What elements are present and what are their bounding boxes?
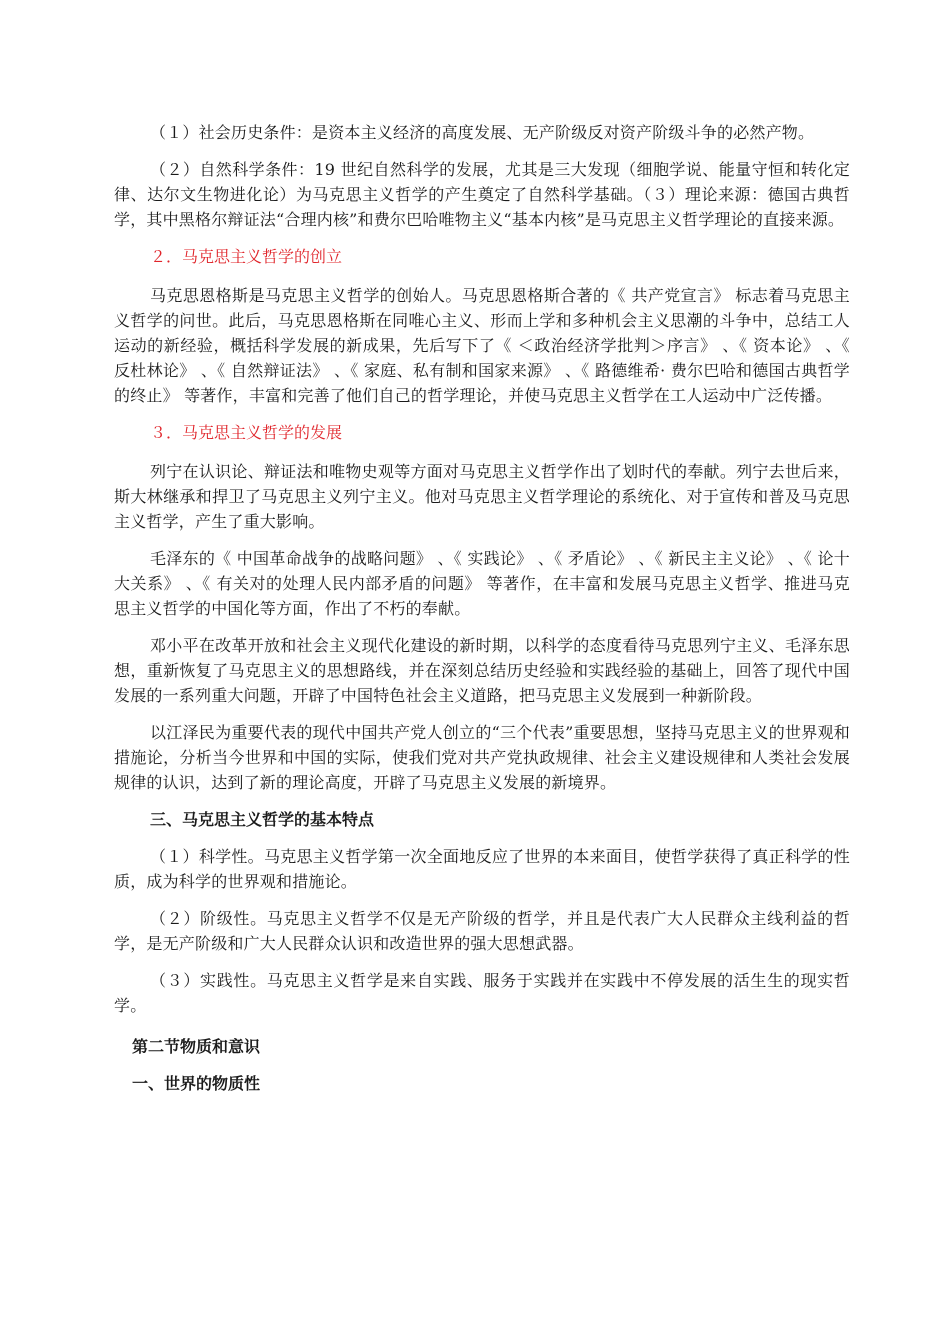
chapter-title: 第二节物质和意识 — [132, 1037, 261, 1056]
paragraph-practice: （３）实践性。马克思主义哲学是来自实践、服务于实践并在实践中不停发展的活生生的现实哲学。 — [114, 971, 850, 1015]
paragraph-social-conditions: （１）社会历史条件：是资本主义经济的高度发展、无产阶级反对资产阶级斗争的必然产物。 — [150, 123, 815, 142]
document-page — [114, 120, 850, 1108]
heading-basic-features: 三、马克思主义哲学的基本特点 — [150, 810, 375, 829]
paragraph-scientific: （１）科学性。马克思主义哲学第一次全面地反应了世界的本来面目，使哲学获得了真正科学的性质，成为科学的世界观和措施论。 — [114, 847, 850, 891]
paragraph-jiang: 以江泽民为重要代表的现代中国共产党人创立的“三个代表”重要思想，坚持马克思主义的世界观和措施论，分析当今世界和中国的实际，使我们党对共产党执政规律、社会主义建设规律和人类社会发展规律的认识，达到了新的理论高度，开辟了马克思主义发展的新境界。 — [114, 723, 850, 792]
heading-development: ３．马克思主义哲学的发展 — [150, 423, 343, 442]
paragraph-founding: 马克思恩格斯是马克思主义哲学的创始人。马克思恩格斯合著的《 共产党宣言》 标志着马克思主义哲学的问世。此后，马克思恩格斯在同唯心主义、形而上学和多种机会主义思潮的斗争中，总结工人运动的新经验，概括科学发展的新成果，先后写下了《 ＜政治经济学批判＞序言》 、《 资本论》 、《 反杜林论》 、《 自然辩证法》 、《 家庭、私有制和国家来源》 、《 路德维希· 费尔巴哈和德国古典哲学的终止》 等著作，丰富和完善了他们自己的哲学理论，并使马克思主义哲学在工人运动中广泛传播。 — [114, 286, 850, 405]
paragraph-lenin: 列宁在认识论、辩证法和唯物史观等方面对马克思主义哲学作出了划时代的奉献。列宁去世后来，斯大林继承和捍卫了马克思主义列宁主义。他对马克思主义哲学理论的系统化、对于宣传和普及马克思主义哲学，产生了重大影响。 — [114, 462, 850, 531]
paragraph-deng: 邓小平在改革开放和社会主义现代化建设的新时期，以科学的态度看待马克思列宁主义、毛泽东思想，重新恢复了马克思主义的思想路线，并在深刻总结历史经验和实践经验的基础上，回答了现代中国发展的一系列重大问题，开辟了中国特色社会主义道路，把马克思主义发展到一种新阶段。 — [114, 636, 850, 705]
paragraph-natural-science-conditions: （２）自然科学条件：19 世纪自然科学的发展，尤其是三大发现（细胞学说、能量守恒和转化定律、达尔文生物进化论）为马克思主义哲学的产生奠定了自然科学基础。（３）理论来源：德国古典哲学，其中黑格尔辩证法“合理内核”和费尔巴哈唯物主义“基本内核”是马克思主义哲学理论的直接来源。 — [114, 160, 850, 229]
paragraph-class-nature: （２）阶级性。马克思主义哲学不仅是无产阶级的哲学，并且是代表广大人民群众主线利益的哲学，是无产阶级和广大人民群众认识和改造世界的强大思想武器。 — [114, 909, 850, 953]
heading-founding: ２．马克思主义哲学的创立 — [150, 247, 343, 266]
chapter-subtitle: 一、世界的物质性 — [132, 1074, 261, 1093]
paragraph-mao: 毛泽东的《 中国革命战争的战略问题》 、《 实践论》 、《 矛盾论》 、《 新民主主义论》 、《 论十大关系》 、《 有关对的处理人民内部矛盾的问题》 等著作，在丰富和发展马克思主义哲学、推进马克思主义哲学的中国化等方面，作出了不朽的奉献。 — [114, 549, 850, 618]
